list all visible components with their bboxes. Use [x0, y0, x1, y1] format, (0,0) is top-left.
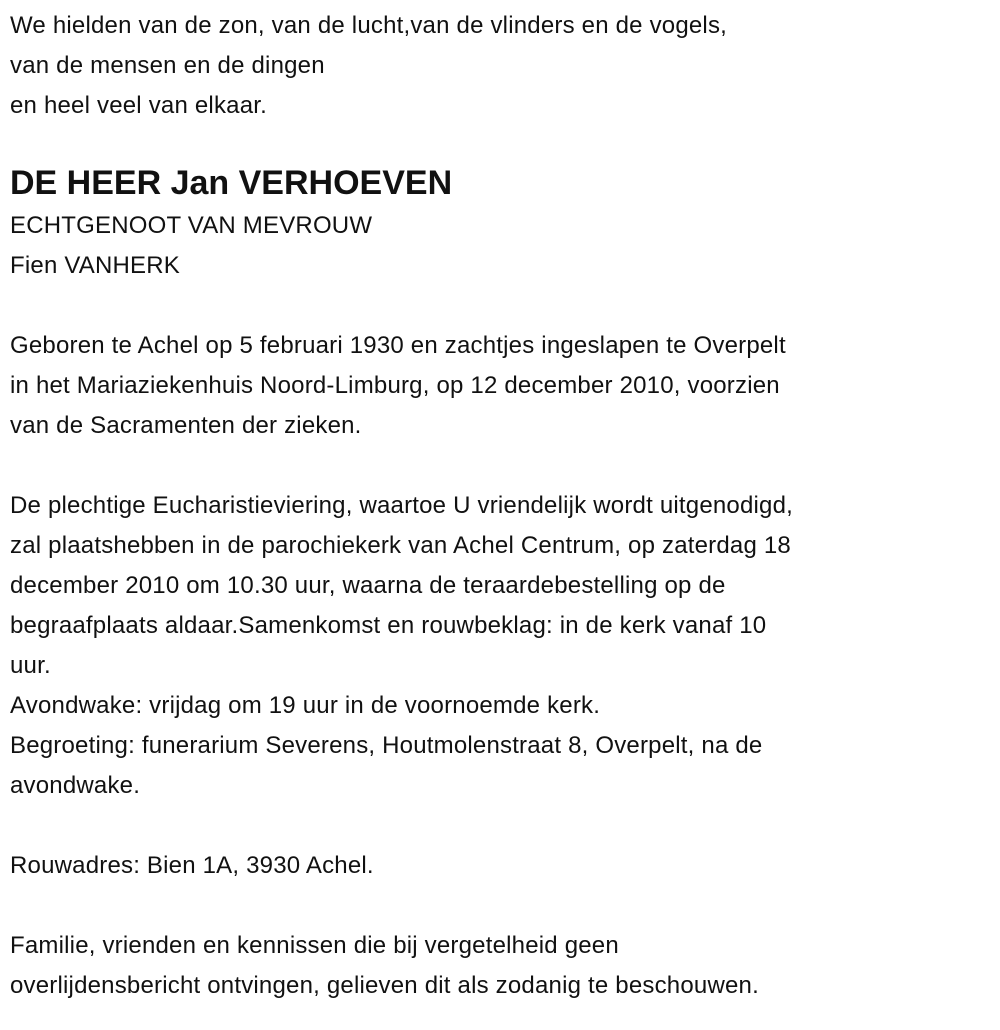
text-line: Geboren te Achel op 5 februari 1930 en zachtjes ingeslapen te Overpelt — [10, 332, 786, 359]
birth-death-paragraph — [10, 326, 1000, 446]
text-line: Familie, vrienden en kennissen die bij vergetelheid geen — [10, 932, 619, 959]
text-line: zal plaatshebben in de parochiekerk van Achel Centrum, op zaterdag 18 — [10, 532, 791, 559]
closing-paragraph — [10, 926, 1000, 1006]
poem-line: van de mensen en de dingen — [10, 52, 325, 79]
text-line: begraafplaats aldaar.Samenkomst en rouwbeklag: in de kerk vanaf 10 — [10, 612, 767, 639]
text-line: van de Sacramenten der zieken. — [10, 412, 362, 439]
text-line: in het Mariaziekenhuis Noord-Limburg, op 12 december 2010, voorzien — [10, 372, 780, 399]
text-line: avondwake. — [10, 772, 141, 799]
text-line: De plechtige Eucharistieviering, waartoe U vriendelijk wordt uitgenodigd, — [10, 492, 794, 519]
text-line: uur. — [10, 652, 51, 679]
deceased-name: DE HEER Jan VERHOEVEN — [10, 164, 453, 202]
poem-line: en heel veel van elkaar. — [10, 92, 267, 119]
poem — [10, 6, 1000, 126]
text-line: Begroeting: funerarium Severens, Houtmolenstraat 8, Overpelt, na de — [10, 732, 763, 759]
spouse-info — [10, 206, 1000, 286]
poem-line: We hielden van de zon, van de lucht,van de vlinders en de vogels, — [10, 12, 728, 39]
mourning-address: Rouwadres: Bien 1A, 3930 Achel. — [10, 852, 374, 879]
spouse-line: ECHTGENOOT VAN MEVROUW — [10, 212, 373, 239]
ceremony-paragraph — [10, 486, 1000, 806]
text-line: overlijdensbericht ontvingen, gelieven dit als zodanig te beschouwen. — [10, 972, 759, 999]
text-line: december 2010 om 10.30 uur, waarna de teraardebestelling op de — [10, 572, 726, 599]
text-line: Avondwake: vrijdag om 19 uur in de voornoemde kerk. — [10, 692, 601, 719]
spouse-line: Fien VANHERK — [10, 252, 181, 279]
